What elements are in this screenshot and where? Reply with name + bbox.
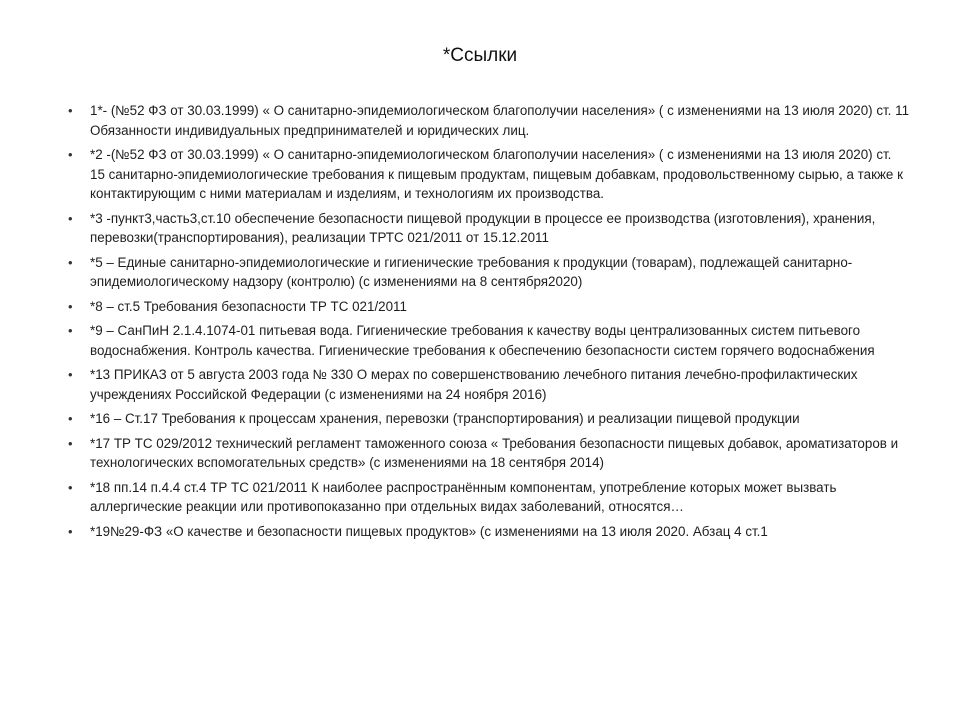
reference-text: *18 пп.14 п.4.4 ст.4 ТР ТС 021/2011 К наиболее распространённым компонентам, употребление которых может вызвать аллергические реакции или противопоказанно при отдельных видах заболеваний, относятся… [90, 479, 837, 514]
reference-text: *9 – СанПиН 2.1.4.1074-01 питьевая вода. Гигиенические требования к качеству воды централизованных систем питьевого водоснабжения. Контроль качества. Гигиенические требования к обеспечению безопасности систем горячего водоснабжения [90, 323, 875, 358]
list-item [68, 209, 910, 248]
reference-list [68, 101, 910, 546]
bullet-icon: • [68, 523, 73, 539]
bullet-icon: • [68, 435, 73, 451]
list-item [68, 145, 910, 204]
list-item [68, 321, 910, 360]
list-item [68, 409, 910, 429]
bullet-icon: • [68, 210, 73, 226]
bullet-icon: • [68, 323, 73, 338]
list-item [68, 253, 910, 292]
bullet-icon: • [68, 103, 73, 118]
reference-text: *2 -(№52 ФЗ от 30.03.1999) « О санитарно-эпидемиологическом благополучии населения» ( с изменениями на 13 июля 2020) ст. 15 санитарно-эпидемиологические требования к пищевым продуктам, пищевым добавкам, продовольственному сырью, а также к контактирующим с ними материалам и изделиям, и технологиям их производства. [90, 147, 903, 201]
slide-title: *Ссылки [442, 45, 518, 66]
reference-text: *8 – ст.5 Требования безопасности ТР ТС 021/2011 [90, 298, 407, 314]
bullet-icon: • [68, 147, 73, 162]
reference-text: *19№29-ФЗ «О качестве и безопасности пищевых продуктов» (с изменениями на 13 июля 2020. Абзац 4 ст.1 [90, 523, 768, 539]
reference-text: *3 -пункт3,часть3,ст.10 обеспечение безопасности пищевой продукции в процессе ее производства (изготовления), хранения, перевозки(транспортирования), реализации ТРТС 021/2011 от 15.12.2011 [90, 210, 876, 245]
bullet-icon: • [68, 367, 73, 382]
reference-text: *17 ТР ТС 029/2012 технический регламент таможенного союза « Требования безопасности пищевых добавок, ароматизаторов и технологических вспомогательных средств» (с изменениями на 18 сентября 2014) [90, 435, 899, 470]
reference-text: *5 – Единые санитарно-эпидемиологические и гигиенические требования к продукции (товарам), подлежащей санитарно-эпидемиологическому надзору (контролю) (с изменениями на 8 сентября2020) [90, 254, 853, 289]
bullet-icon: • [68, 298, 73, 314]
reference-text: *13 ПРИКАЗ от 5 августа 2003 года № 330 О мерах по совершенствованию лечебного питания лечебно-профилактических учреждениях Российской Федерации (с изменениями на 24 ноября 2016) [90, 367, 858, 402]
list-item [68, 101, 910, 140]
list-item [68, 522, 910, 542]
list-item [68, 478, 910, 517]
bullet-icon: • [68, 411, 73, 426]
reference-text: 1*- (№52 ФЗ от 30.03.1999) « О санитарно-эпидемиологическом благополучии населения» ( с изменениями на 13 июля 2020) ст. 11 Обязанности индивидуальных предпринимателей и юридических лиц. [90, 103, 910, 138]
list-item [68, 297, 910, 317]
list-item [68, 365, 910, 404]
bullet-icon: • [68, 254, 73, 270]
list-item [68, 434, 910, 473]
bullet-icon: • [68, 479, 73, 495]
reference-text: *16 – Ст.17 Требования к процессам хранения, перевозки (транспортирования) и реализации пищевой продукции [90, 411, 800, 426]
